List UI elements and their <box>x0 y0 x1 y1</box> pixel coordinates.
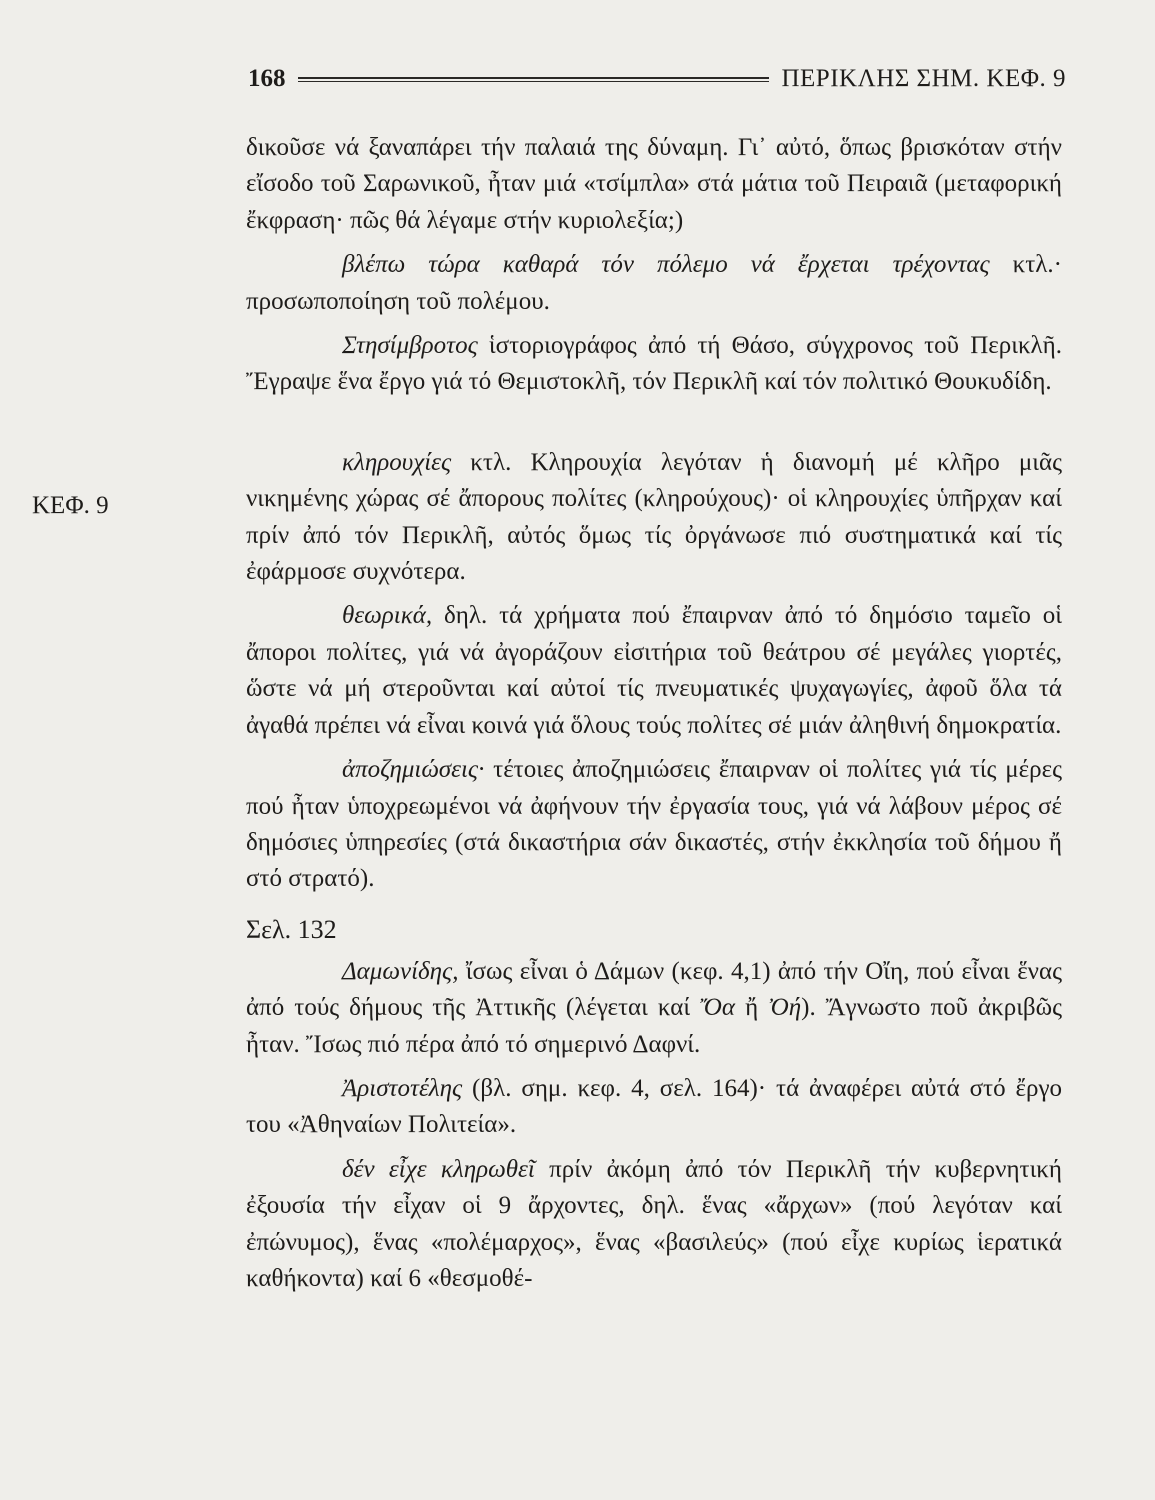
paragraph-6 <box>246 752 1062 898</box>
paragraph-text: ἤ <box>735 994 769 1022</box>
variant-name: Ὄα <box>700 994 736 1022</box>
lemma: Δαμωνίδης, <box>342 957 459 985</box>
paragraph-7 <box>246 954 1062 1063</box>
paragraph-2 <box>246 247 1062 320</box>
paragraph-4 <box>246 445 1062 591</box>
page-body <box>246 130 1062 1297</box>
paragraph-5 <box>246 598 1062 744</box>
margin-chapter-label: ΚΕΦ. 9 <box>32 492 109 519</box>
lemma: κληρουχίες <box>342 448 452 476</box>
page-number: 168 <box>248 65 286 92</box>
lemma: θεωρικά, <box>342 602 433 630</box>
running-head: ΠΕΡΙΚΛΗΣ ΣΗΜ. ΚΕΦ. 9 <box>781 65 1066 92</box>
paragraph-text: ἴσως εἶναι ὁ Δάμων (κεφ. 4,1) ἀπό τήν Οἴη, πού εἶναι ἕνας ἀπό τούς δήμους τῆς Ἀττικῆς (λέγεται καί <box>246 957 1062 1022</box>
paragraph-text: πρίν ἀκόμη ἀπό τόν Περικλῆ τήν κυβερνητική ἐξουσία τήν εἶχαν οἱ 9 ἄρχοντες, δηλ. ἕνας «ἄρχων» (πού λεγόταν καί ἐπώνυμος), ἕνας «πολέμαρχος», ἕνας «βασιλεύς» (πού εἶχε κυρίως ἱερατικά καθήκοντα) καί 6 «θεσμοθέ- <box>246 1155 1062 1292</box>
section-heading: Σελ. 132 <box>246 914 337 944</box>
paragraph-text: κτλ. Κληρουχία λεγόταν ἡ διανομή μέ κλῆρο μιᾶς νικημένης χώρας σέ ἄπορους πολίτες (κληρούχους)· οἱ κληρουχίες ὑπῆρχαν καί πρίν ἀπό τόν Περικλῆ, αὐτός ὅμως τίς ὀργάνωσε πιό συστηματικά καί τίς ἐφάρμοσε συχνότερα. <box>246 448 1062 586</box>
lemma: Στησίμβροτος <box>342 332 478 360</box>
paragraph-8 <box>246 1071 1062 1144</box>
paragraph-text: τέτοιες ἀποζημιώσεις ἔπαιρναν οἱ πολίτες γιά τίς μέρες πού ἦταν ὑποχρεωμένοι νά ἀφήνουν τήν ἐργασία τους, γιά νά λάβουν μέρος σέ δημόσιες ὑπηρεσίες (στά δικαστήρια σάν δικαστές, στήν ἐκκλησία τοῦ δήμου ἤ στό στρατό). <box>246 756 1062 893</box>
lemma: Ἀριστοτέλης <box>342 1074 463 1102</box>
paragraph-gap <box>246 401 1062 445</box>
lemma: ἀποζημιώσεις· <box>342 756 485 784</box>
paragraph-text: δηλ. τά χρήματα πού ἔπαιρναν ἀπό τό δημόσιο ταμεῖο οἱ ἄποροι πολίτες, γιά νά ἀγοράζουν εἰσιτήρια τοῦ θεάτρου σέ μεγάλες γιορτές, ὥστε νά μή στεροῦνται καί αὐτοί τίς πνευματικές ψυχαγωγίες, ἀφοῦ ὅλα τά ἀγαθά πρέπει νά εἶναι κοινά γιά ὅλους τούς πολίτες σέ μιάν ἀληθινή δημοκρατία. <box>246 602 1062 739</box>
paragraph-text: (βλ. σημ. κεφ. 4, σελ. 164)· τά ἀναφέρει αὐτά στό ἔργο του «Ἀθηναίων Πολιτεία». <box>246 1074 1062 1139</box>
paragraph-9 <box>246 1152 1062 1298</box>
paragraph-text: ). Ἄγνωστο ποῦ ἀκριβῶς ἦταν. Ἴσως πιό πέρα ἀπό τό σημερινό Δαφνί. <box>246 994 1062 1058</box>
lemma: δέν εἶχε κληρωθεῖ <box>342 1155 535 1183</box>
paragraph-3 <box>246 328 1062 401</box>
paragraph-text: ἱστοριογράφος ἀπό τή Θάσο, σύγχρονος τοῦ Περικλῆ. Ἔγραψε ἕνα ἔργο γιά τό Θεμιστοκλῆ, τόν Περικλῆ καί τόν πολιτικό Θουκυδίδη. <box>246 332 1062 396</box>
header-rule <box>298 77 770 82</box>
paragraph-1: δικοῦσε νά ξαναπάρει τήν παλαιά της δύναμη. Γι᾽ αὐτό, ὅπως βρισκόταν στήν εἴσοδο τοῦ Σαρωνικοῦ, ἦταν μιά «τσίμπλα» στά μάτια τοῦ Πειραιᾶ (μεταφορική ἔκφραση· πῶς θά λέγαμε στήν κυριολεξία;) <box>246 134 1062 234</box>
paragraph-text: κτλ.· προσωποποίηση τοῦ πολέμου. <box>246 251 1062 315</box>
lemma: βλέπω τώρα καθαρά τόν πόλεμο νά ἔρχεται τρέχοντας <box>342 251 990 279</box>
variant-name: Ὀή <box>768 994 802 1022</box>
page-header <box>248 62 1066 96</box>
